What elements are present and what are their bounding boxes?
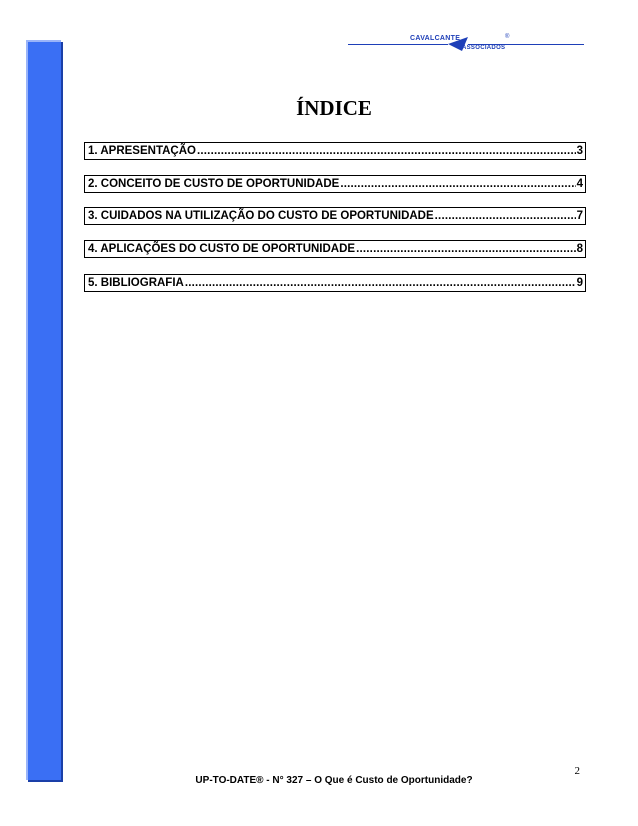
toc-leader-dots	[185, 277, 576, 289]
toc-item-page: 9	[576, 277, 583, 289]
toc-item-label: 4. APLICAÇÕES DO CUSTO DE OPORTUNIDADE	[88, 243, 356, 255]
toc-leader-dots	[435, 210, 576, 222]
toc-item-4[interactable]	[84, 240, 586, 258]
toc-item-page: 4	[576, 178, 583, 190]
logo-text-top: CAVALCANTE	[410, 35, 461, 42]
logo-registered-mark: ®	[505, 34, 510, 40]
toc-item-label: 5. BIBLIOGRAFIA	[88, 277, 184, 289]
toc-item-page: 3	[576, 145, 583, 157]
page-title: ÍNDICE	[296, 96, 372, 120]
toc-leader-dots	[340, 178, 575, 190]
toc-item-5[interactable]	[84, 274, 586, 292]
toc-leader-dots	[197, 145, 576, 157]
toc-leader-dots	[356, 243, 576, 255]
toc-item-page: 8	[576, 243, 583, 255]
logo-line-top	[348, 44, 448, 45]
toc-item-page: 7	[576, 210, 583, 222]
toc-item-1[interactable]	[84, 142, 586, 160]
side-accent-bar	[26, 40, 61, 780]
toc-item-label: 3. CUIDADOS NA UTILIZAÇÃO DO CUSTO DE OPORTUNIDADE	[88, 210, 434, 222]
toc-item-3[interactable]	[84, 207, 586, 225]
toc-item-label: 1. APRESENTAÇÃO	[88, 145, 196, 157]
toc-item-label: 2. CONCEITO DE CUSTO DE OPORTUNIDADE	[88, 178, 340, 190]
footer-text: UP-TO-DATE® - N° 327 – O Que é Custo de Oportunidade?	[195, 775, 473, 786]
logo-text-bottom: ASSOCIADOS	[462, 45, 506, 51]
toc-item-2[interactable]	[84, 175, 586, 193]
page-number: 2	[574, 765, 580, 777]
